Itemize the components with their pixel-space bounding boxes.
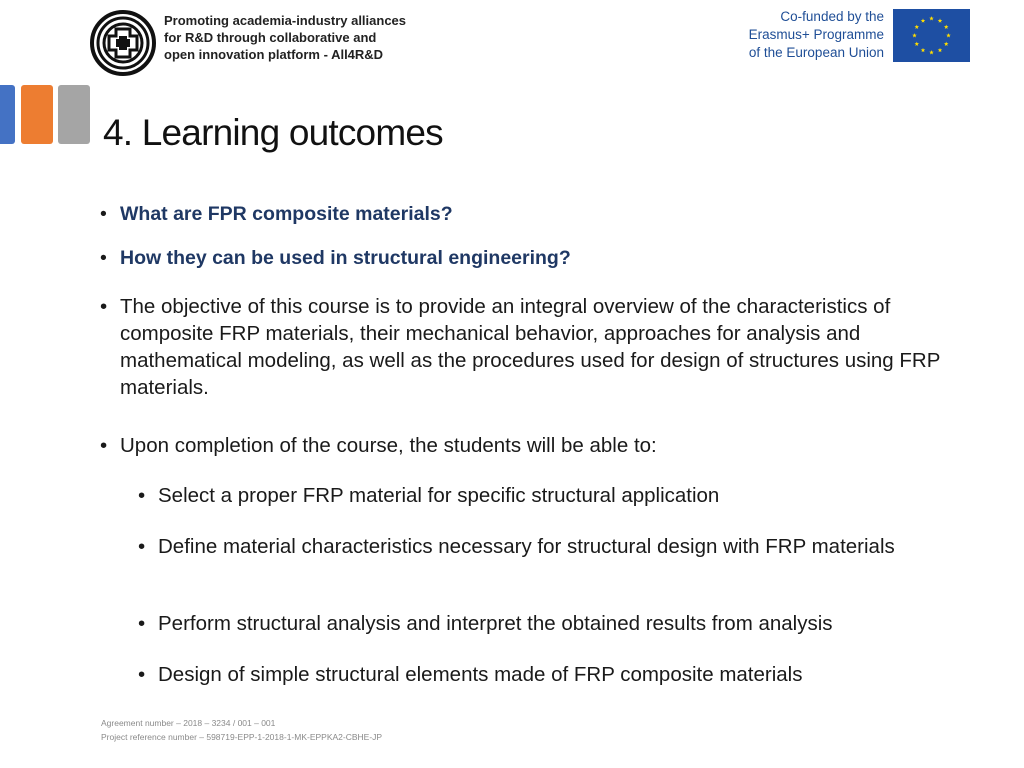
completion-intro-bullet (100, 432, 950, 459)
question-text: What are FPR composite materials? (120, 203, 453, 225)
outcome-item (138, 661, 958, 688)
outcome-text: Define material characteristics necessary for structural design with FRP materials (158, 535, 895, 558)
project-reference: Project reference number – 598719-EPP-1-2018-1-MK-EPPKA2-CBHE-JP (101, 732, 383, 742)
eu-text-line: Erasmus+ Programme (748, 27, 884, 42)
question-bullet (100, 245, 940, 272)
decorative-bar-orange (21, 85, 53, 144)
eu-text-line: Co-funded by the (780, 9, 884, 24)
bullet-icon: • (100, 203, 107, 225)
agreement-number: Agreement number – 2018 – 3234 / 001 – 001 (101, 718, 276, 728)
outcome-text: Design of simple structural elements made of FRP composite materials (158, 663, 803, 686)
slide-title: 4. Learning outcomes (103, 112, 443, 153)
outcome-item (138, 533, 918, 560)
outcome-item (138, 482, 948, 509)
bullet-icon: • (138, 535, 146, 558)
eu-cofunding-text (749, 8, 884, 62)
objective-bullet (100, 293, 950, 401)
bullet-icon: • (138, 484, 146, 507)
outcome-text: Perform structural analysis and interpret the obtained results from analysis (158, 612, 833, 635)
project-title-line: for R&D through collaborative and (164, 30, 377, 45)
decorative-bar-gray (58, 85, 90, 144)
eu-flag-icon (893, 9, 970, 62)
decorative-bar-blue (0, 85, 15, 144)
outcome-text: Select a proper FRP material for specific structural application (158, 484, 720, 507)
bullet-icon: • (138, 663, 146, 686)
question-bullet (100, 201, 940, 228)
project-title-line: Promoting academia-industry alliances (164, 13, 407, 28)
project-logo-icon (89, 9, 157, 77)
outcome-item (138, 610, 958, 637)
bullet-icon: • (100, 434, 108, 457)
question-text: How they can be used in structural engineering? (120, 247, 571, 269)
footer (101, 716, 382, 744)
bullet-icon: • (100, 295, 108, 318)
project-title-line: open innovation platform - All4R&D (164, 47, 384, 62)
bullet-icon: • (100, 247, 107, 269)
eu-text-line: of the European Union (748, 45, 884, 60)
completion-intro-text: Upon completion of the course, the students will be able to: (120, 434, 657, 457)
objective-text: The objective of this course is to provide an integral overview of the characteristics of composite FRP materials, their mechanical behavior, approaches for analysis and mathematical modeling, as well as the procedures used for design of structures using FRP materials. (120, 295, 941, 399)
bullet-icon: • (138, 612, 146, 635)
project-title (164, 12, 406, 63)
